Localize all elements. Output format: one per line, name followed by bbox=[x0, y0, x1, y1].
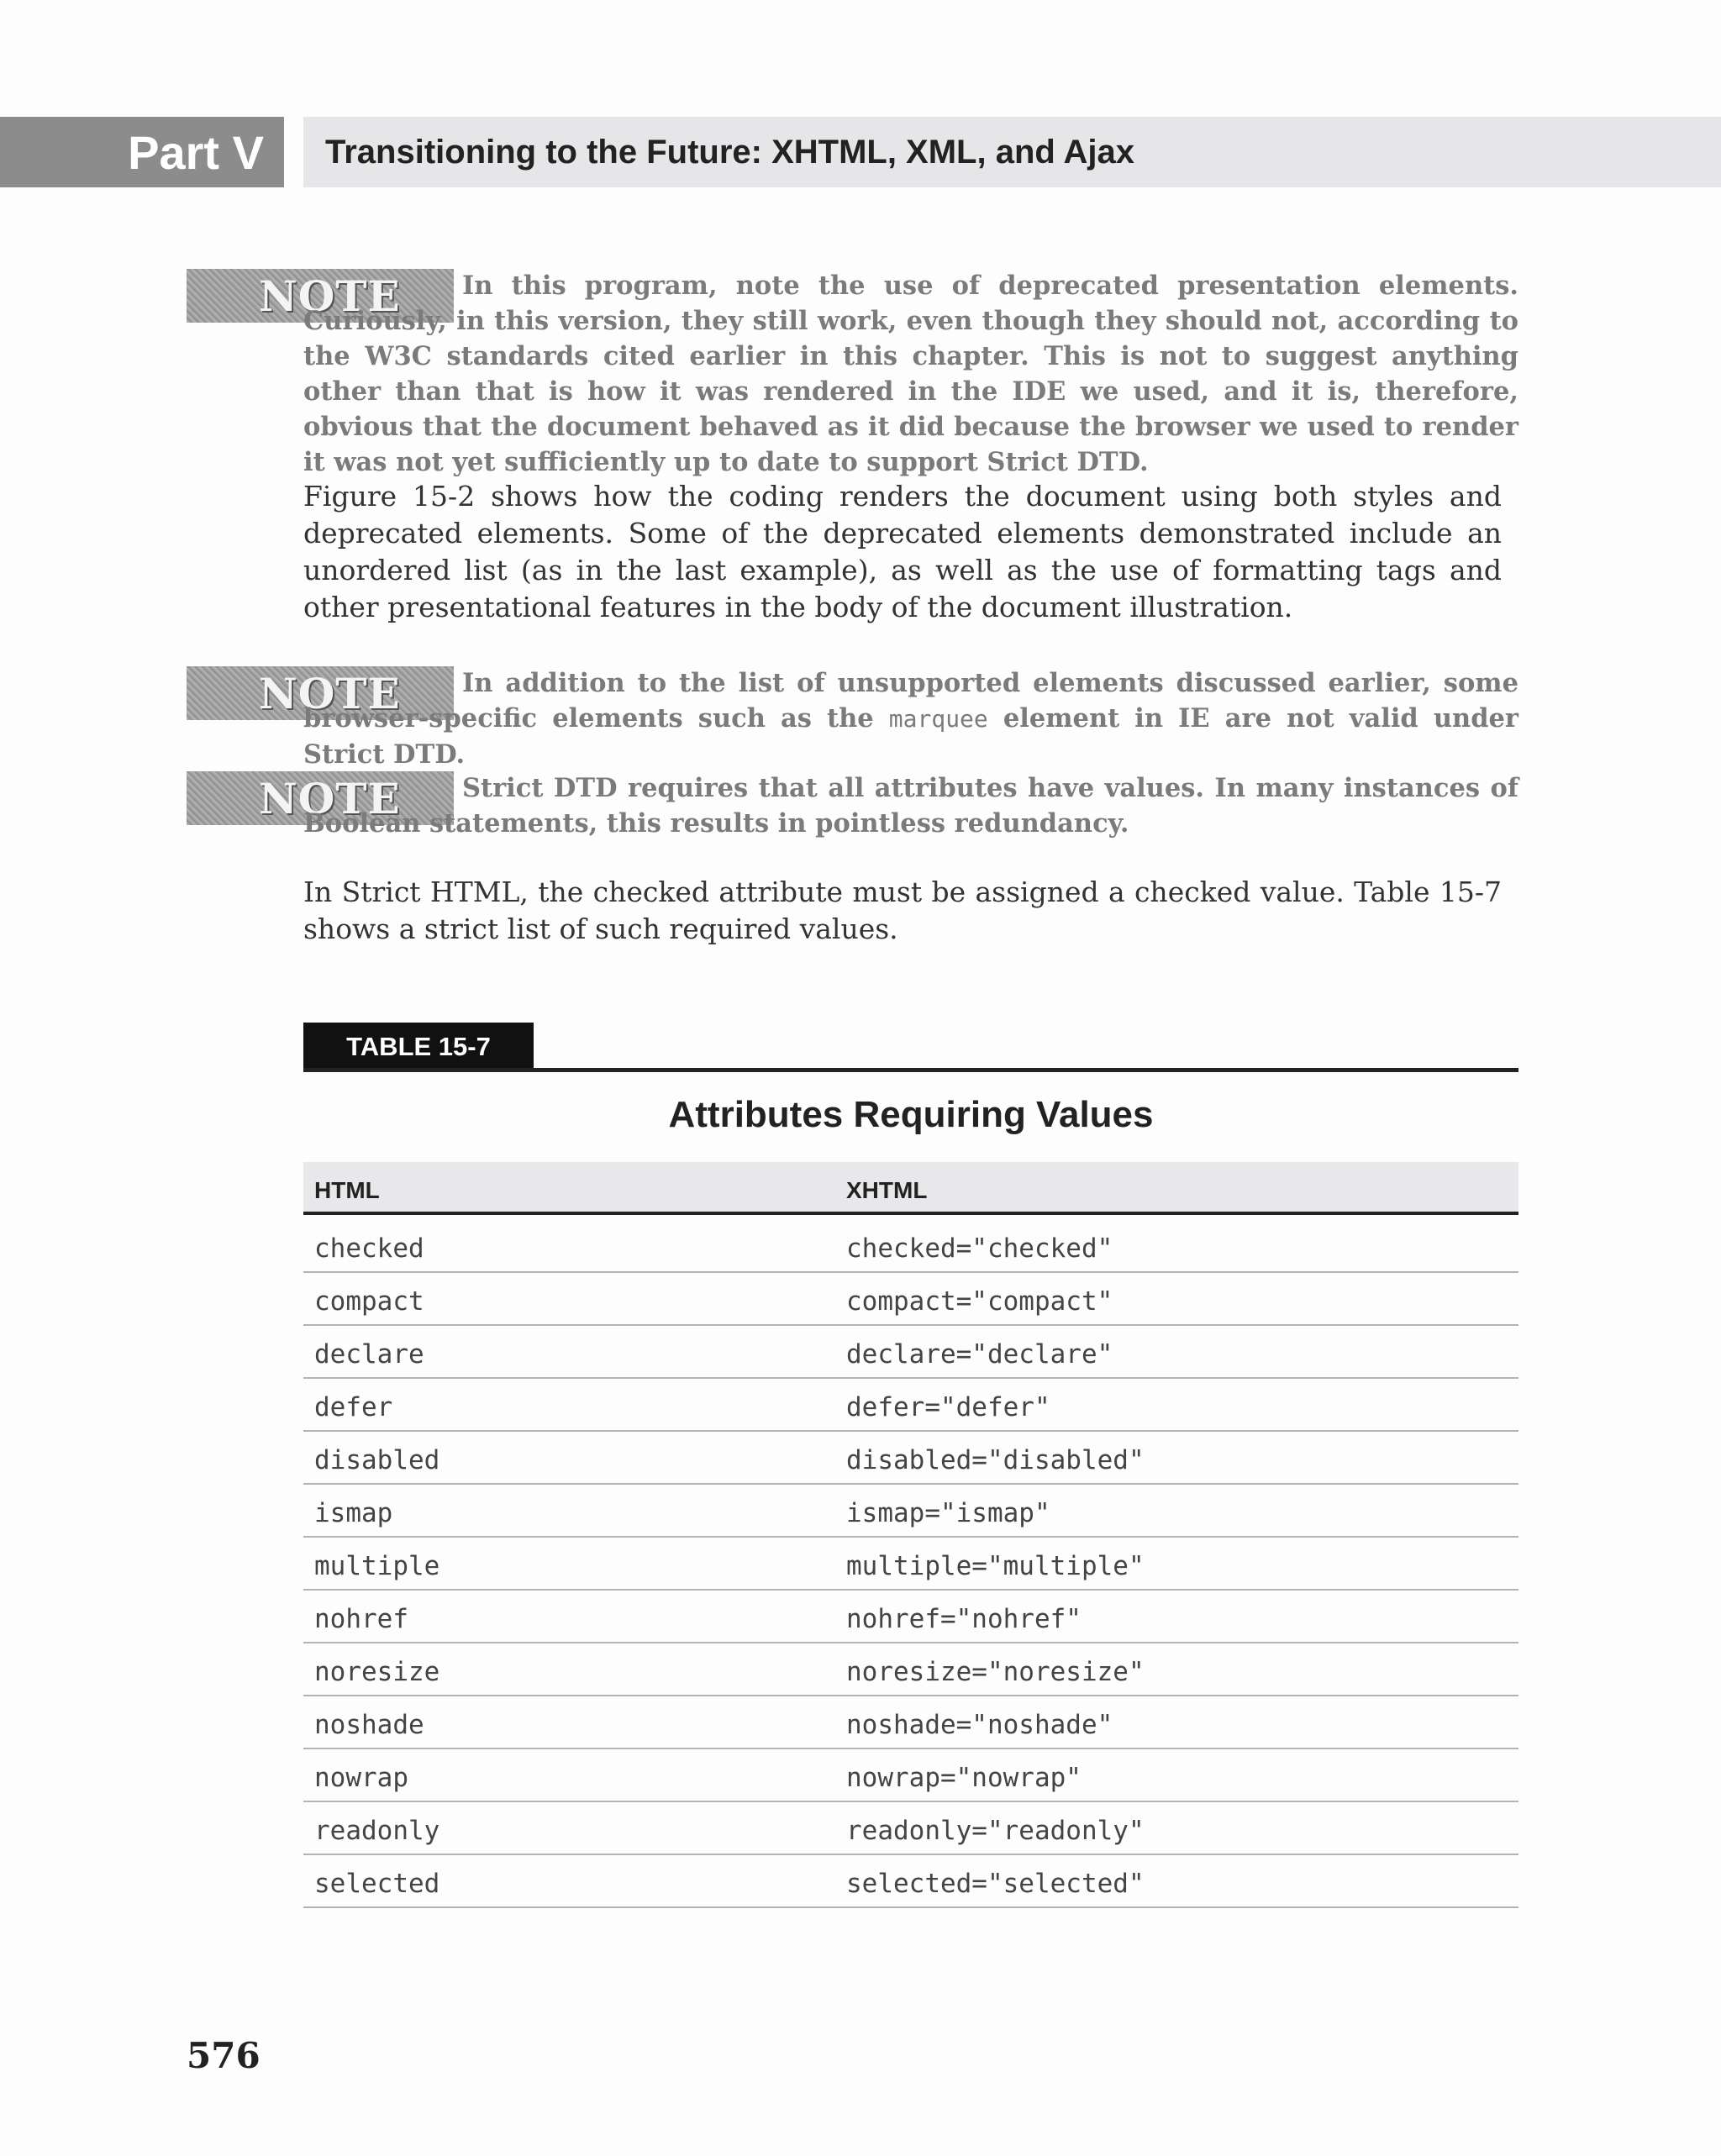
table-cell-html: disabled bbox=[314, 1445, 440, 1475]
table-cell-html: multiple bbox=[314, 1551, 440, 1581]
body-paragraph: Figure 15-2 shows how the coding renders the document using both styles and deprecated elements. Some of the deprecated elements demonstrated include an unordered list (as in the last example), as well as the use of formatting tags and other presentational features in the body of the document illustration. bbox=[303, 480, 1502, 623]
table-body bbox=[303, 1220, 1518, 1908]
note-text-part: In addition to the list of unsupported elements discussed earlier, some browser-specific elements such as the bbox=[303, 668, 1518, 734]
table-header-xhtml: XHTML bbox=[846, 1177, 928, 1203]
table-row bbox=[303, 1220, 1518, 1273]
table-cell-xhtml: defer="defer" bbox=[846, 1392, 1050, 1422]
table-row bbox=[303, 1326, 1518, 1379]
table-cell-html: readonly bbox=[314, 1816, 440, 1846]
table-row bbox=[303, 1538, 1518, 1591]
table-cell-xhtml: ismap="ismap" bbox=[846, 1498, 1050, 1528]
table-row bbox=[303, 1379, 1518, 1432]
table-cell-xhtml: compact="compact" bbox=[846, 1286, 1113, 1317]
table-row bbox=[303, 1802, 1518, 1855]
note-text-part: element in IE are not valid under Strict DTD. bbox=[303, 703, 1518, 770]
table-header-html: HTML bbox=[314, 1177, 380, 1203]
table-cell-xhtml: noshade="noshade" bbox=[846, 1710, 1113, 1740]
table-row bbox=[303, 1855, 1518, 1908]
table-cell-html: ismap bbox=[314, 1498, 393, 1528]
inline-code: marquee bbox=[888, 705, 988, 733]
table-row bbox=[303, 1273, 1518, 1326]
table-tag: TABLE 15-7 bbox=[303, 1023, 534, 1071]
table-row bbox=[303, 1643, 1518, 1696]
table-cell-xhtml: readonly="readonly" bbox=[846, 1816, 1145, 1846]
table-cell-html: declare bbox=[314, 1339, 424, 1370]
note-text: In this program, note the use of deprecated presentation elements. Curiously, in this version, they still work, even though they should not, according to the W3C standards cited earlier in this chapter. This is not to suggest anything other than that is how it was rendered in the IDE we used, and it is, therefore, obvious that the document behaved as it did because the browser we used to render it was not yet sufficiently up to date to support Strict DTD. bbox=[303, 271, 1518, 477]
table-cell-xhtml: nohref="nohref" bbox=[846, 1604, 1082, 1634]
table-cell-xhtml: noresize="noresize" bbox=[846, 1657, 1145, 1687]
note-text: Strict DTD requires that all attributes have values. In many instances of Boolean statements, this results in pointless redundancy. bbox=[303, 773, 1518, 839]
running-header-title: Transitioning to the Future: XHTML, XML, and Ajax bbox=[303, 117, 1721, 187]
table-cell-html: noshade bbox=[314, 1710, 424, 1740]
table-cell-xhtml: nowrap="nowrap" bbox=[846, 1763, 1082, 1793]
note-badge-label: NOTE bbox=[259, 668, 401, 718]
table-cell-html: noresize bbox=[314, 1657, 440, 1687]
table-cell-html: nowrap bbox=[314, 1763, 408, 1793]
table-cell-html: compact bbox=[314, 1286, 424, 1317]
table-title: Attributes Requiring Values bbox=[668, 1094, 1154, 1135]
table-row bbox=[303, 1485, 1518, 1538]
page-number: 576 bbox=[187, 2035, 261, 2076]
table-cell-xhtml: declare="declare" bbox=[846, 1339, 1113, 1370]
table-header-row bbox=[303, 1162, 1518, 1215]
table-cell-html: selected bbox=[314, 1869, 440, 1899]
table-cell-xhtml: checked="checked" bbox=[846, 1233, 1113, 1264]
table-cell-xhtml: multiple="multiple" bbox=[846, 1551, 1145, 1581]
table-cell-xhtml: disabled="disabled" bbox=[846, 1445, 1145, 1475]
body-paragraph: In Strict HTML, the checked attribute must be assigned a checked value. Table 15-7 shows a strict list of such required values. bbox=[303, 876, 1502, 945]
table-row bbox=[303, 1591, 1518, 1643]
table-row bbox=[303, 1749, 1518, 1802]
table-top-rule bbox=[303, 1068, 1518, 1072]
table-cell-html: nohref bbox=[314, 1604, 408, 1634]
table-cell-html: checked bbox=[314, 1233, 424, 1264]
table-row bbox=[303, 1696, 1518, 1749]
note-badge-label: NOTE bbox=[259, 271, 401, 321]
part-label: Part V bbox=[0, 117, 284, 187]
table-row bbox=[303, 1432, 1518, 1485]
note-text bbox=[303, 665, 1518, 772]
note-badge-label: NOTE bbox=[259, 773, 401, 823]
table-cell-xhtml: selected="selected" bbox=[846, 1869, 1145, 1899]
table-cell-html: defer bbox=[314, 1392, 393, 1422]
